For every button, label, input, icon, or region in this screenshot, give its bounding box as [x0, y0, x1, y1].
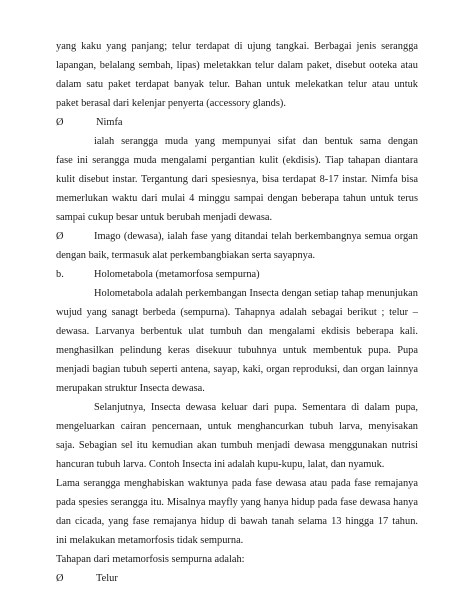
paragraph-line: ialah serangga muda yang mempunyai sifat dan bentuk sama dengan: [94, 136, 418, 147]
paragraph-line: hancuran tubuh larva. Contoh Insecta ini adalah kupu-kupu, lalat, dan nyamuk.: [56, 459, 385, 470]
paragraph-line: menghasilkan pelindung keras disekuur tubuhnya untuk membentuk pupa. Pupa: [56, 345, 418, 356]
paragraph-line: ini melakukan metamorfosis tidak sempurna.: [56, 535, 244, 546]
paragraph-line: saja. Sebagian sel itu kemudian akan tumbuh menjadi dewasa menggunakan nutrisi: [56, 440, 418, 451]
paragraph-line: sampai cukup besar untuk berubah menjadi dewasa.: [56, 212, 273, 223]
paragraph-line: Selanjutnya, Insecta dewasa keluar dari pupa. Sementara di dalam pupa,: [94, 402, 418, 413]
paragraph-line: wujud yang sanagt berbeda (sempurna). Tahapnya adalah sebagai berikut ; telur –: [56, 307, 418, 318]
bullet-heading-telur: Telur: [96, 573, 118, 584]
paragraph-line: kulit disebut instar. Tergantung dari spesiesnya, bisa terdapat 8-17 instar. Nimfa bisa: [56, 174, 418, 185]
paragraph-line: Lama serangga menghabiskan waktunya pada fase dewasa atau pada fase remajanya: [56, 478, 418, 489]
paragraph-line: dengan baik, termasuk alat perkembangbiakan serta sayapnya.: [56, 250, 316, 261]
paragraph-line: pada spesies serangga itu. Misalnya mayfly yang hanya hidup pada fase dewasa hanya: [56, 497, 418, 508]
paragraph-line: dewasa. Larvanya berbentuk ulat tumbuh dan mengalami ekdisis beberapa kali.: [56, 326, 418, 337]
paragraph-line: yang kaku yang panjang; telur terdapat di ujung tangkai. Berbagai jenis serangga: [56, 41, 418, 52]
paragraph-line: merupakan struktur Insecta dewasa.: [56, 383, 205, 394]
bullet-marker: Ø: [56, 231, 64, 242]
paragraph-line: Imago (dewasa), ialah fase yang ditandai telah berkembangnya semua organ: [94, 231, 418, 242]
section-marker: b.: [56, 269, 64, 280]
bullet-heading-nimfa: Nimfa: [96, 117, 123, 128]
section-heading-holometabola: Holometabola (metamorfosa sempurna): [94, 269, 260, 280]
paragraph-line: dan cicada, yang fase remajanya hidup di bawah tanah selama 13 hingga 17 tahun.: [56, 516, 418, 527]
paragraph-line: paket berasal dari kelenjar penyerta (accessory glands).: [56, 98, 286, 109]
paragraph-line: menjadi bagian tubuh seperti antena, sayap, kaki, organ reproduksi, dan organ lainnya: [56, 364, 418, 375]
bullet-marker: Ø: [56, 573, 64, 584]
paragraph-line: Holometabola adalah perkembangan Insecta dengan setiap tahap menunjukan: [94, 288, 418, 299]
paragraph-line: memerlukan waktu dari mulai 4 minggu sampai dengan beberapa tahun untuk terus: [56, 193, 418, 204]
paragraph-line: Tahapan dari metamorfosis sempurna adalah:: [56, 554, 245, 565]
paragraph-line: mengeluarkan cairan pencernaan, untuk menghancurkan tubuh larva, menyisakan: [56, 421, 418, 432]
paragraph-line: dalam satu paket terdapat banyak telur. Bahan untuk melekatkan telur atau untuk: [56, 79, 418, 90]
bullet-marker: Ø: [56, 117, 64, 128]
paragraph-line: fase ini serangga muda mengalami pergantian kulit (ekdisis). Tiap tahapan diantara: [56, 155, 418, 166]
paragraph-line: lapangan, belalang sembah, lipas) meletakkan telur dalam paket, disebut ooteka atau: [56, 60, 418, 71]
